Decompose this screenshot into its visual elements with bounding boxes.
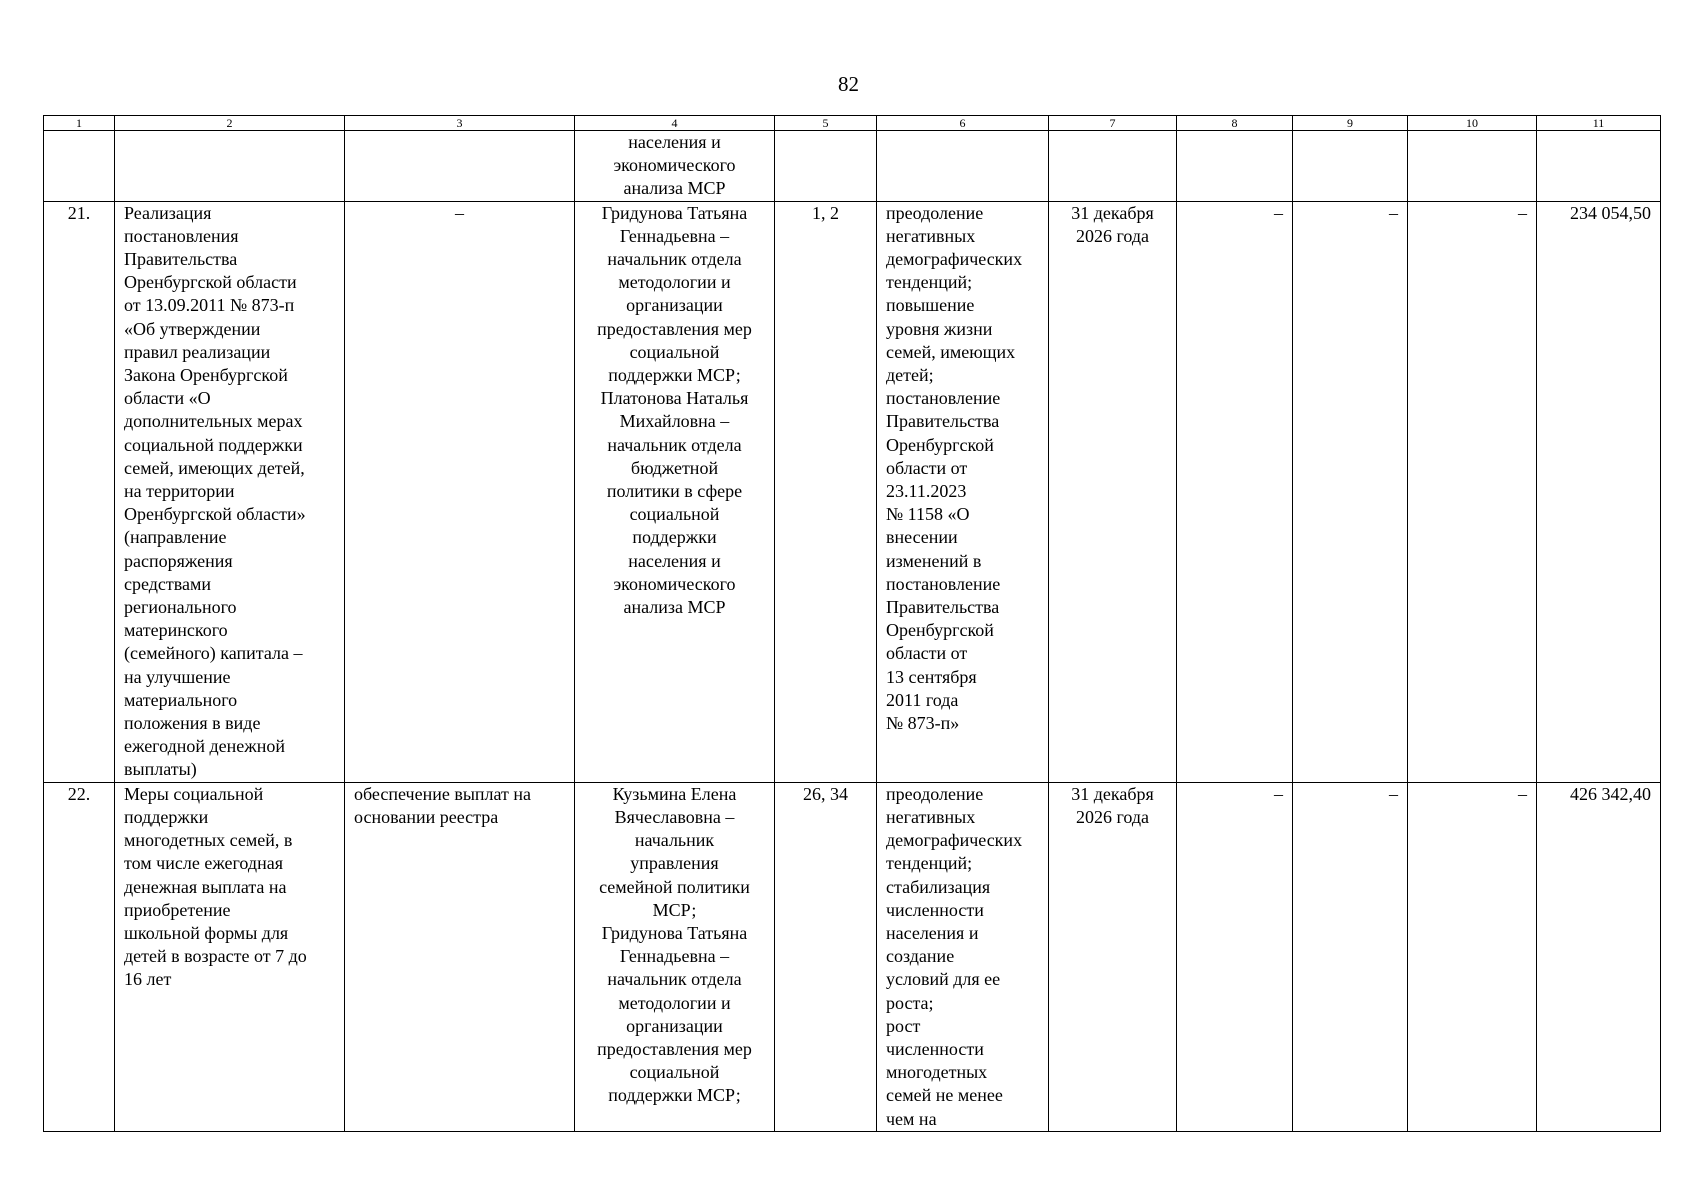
text-line: школьной формы для (124, 922, 289, 943)
text-line: средствами (124, 573, 212, 594)
text-line: положения в виде (124, 713, 261, 734)
text-line: (семейного) капитала – (124, 643, 303, 664)
text-line: Меры социальной (124, 783, 264, 804)
col5-cell (775, 782, 877, 1131)
result-cell (877, 782, 1049, 1131)
column-number: 11 (1537, 116, 1661, 131)
col5-cell (775, 131, 877, 202)
text-line: преодоление (886, 783, 984, 804)
text-line: рост (886, 1015, 921, 1036)
text-line: многодетных семей, в (124, 830, 293, 851)
text-line: постановления (124, 225, 239, 246)
col8-value: – (1177, 201, 1293, 782)
text-line: начальник отдела (607, 434, 742, 455)
text-line: поддержки (124, 806, 209, 827)
measures-table (43, 115, 1661, 1132)
text-line: условий для ее (886, 969, 1001, 990)
text-line: демографических (886, 830, 1023, 851)
text-line: изменений в (886, 550, 982, 571)
text-line: организации (626, 1015, 723, 1036)
text-line: денежная выплата на (124, 876, 287, 897)
text-line: дополнительных мерах (124, 411, 303, 432)
text-line: Оренбургской (886, 620, 994, 641)
text-line: многодетных (886, 1062, 988, 1083)
text-line: поддержки (632, 527, 717, 548)
text-line: 2011 года (886, 689, 959, 710)
text-line: уровня жизни (886, 318, 993, 339)
text-line: бюджетной (630, 457, 719, 478)
row-number: 21. (44, 201, 115, 782)
text-line: экономического (613, 573, 736, 594)
text-line: Гридунова Татьяна (601, 922, 748, 943)
col10-value: – (1408, 782, 1537, 1131)
text-line: детей; (886, 365, 934, 386)
text-line: – (455, 202, 464, 223)
table-row (44, 201, 1661, 782)
text-line: распоряжения (124, 550, 233, 571)
text-line: стабилизация (886, 876, 991, 897)
text-line: Правительства (124, 249, 238, 270)
text-line: области от (886, 457, 968, 478)
row-number: 22. (44, 782, 115, 1131)
deadline-cell (1049, 131, 1177, 202)
table-row (44, 782, 1661, 1131)
text-line: социальной (629, 341, 720, 362)
responsible-cell (575, 782, 775, 1131)
col8-value: – (1177, 782, 1293, 1131)
text-line: негативных (886, 806, 976, 827)
text-line: Реализация (124, 202, 212, 223)
text-line: внесении (886, 527, 958, 548)
col9-value: – (1293, 782, 1408, 1131)
text-line: приобретение (124, 899, 231, 920)
measure-name-cell (115, 782, 345, 1131)
col10-cell (1408, 131, 1537, 202)
column-number: 1 (44, 116, 115, 131)
text-line: Оренбургской области (124, 272, 297, 293)
text-line: политики в сфере (606, 481, 743, 502)
text-line: населения и (886, 922, 979, 943)
column-number: 5 (775, 116, 877, 131)
text-line: создание (886, 946, 955, 967)
text-line: социальной (629, 1062, 720, 1083)
text-line: от 13.09.2011 № 873-п (124, 295, 295, 316)
text-line: 16 лет (124, 969, 172, 990)
amount-cell (1537, 131, 1661, 202)
column-number: 2 (115, 116, 345, 131)
text-line: 2026 года (1075, 806, 1150, 827)
text-line: социальной поддержки (124, 434, 303, 455)
measure-name-cell (115, 201, 345, 782)
text-line: населения и (628, 132, 721, 152)
text-line: преодоление (886, 202, 984, 223)
column-number: 4 (575, 116, 775, 131)
text-line: Правительства (886, 411, 1000, 432)
text-line: анализа МСР (623, 597, 726, 618)
text-line: области от (886, 643, 968, 664)
text-line: том числе ежегодная (124, 853, 283, 874)
col3-cell (345, 201, 575, 782)
col3-cell (345, 782, 575, 1131)
text-line: повышение (886, 295, 975, 316)
text-line: материального (124, 689, 238, 710)
text-line: на территории (124, 481, 235, 502)
text-line: методологии и (618, 992, 731, 1013)
deadline-cell (1049, 782, 1177, 1131)
text-line: выплаты) (124, 759, 197, 780)
text-line: предоставления мер (597, 1038, 752, 1059)
text-line: начальник (634, 830, 715, 851)
text-line: области «О (124, 388, 211, 409)
text-line: Оренбургской области» (124, 504, 306, 525)
text-line: Кузьмина Елена (612, 783, 737, 804)
column-number: 6 (877, 116, 1049, 131)
text-line: ежегодной денежной (124, 736, 285, 757)
amount-value: 426 342,40 (1537, 782, 1661, 1131)
text-line: Оренбургской (886, 434, 994, 455)
text-line: методологии и (618, 272, 731, 293)
continuation-row (44, 131, 1661, 202)
text-line: экономического (613, 155, 736, 176)
text-line: 13 сентября (886, 666, 977, 687)
text-line: Геннадьевна – (619, 225, 730, 246)
deadline-cell (1049, 201, 1177, 782)
text-line: тенденций; (886, 853, 973, 874)
amount-value: 234 054,50 (1537, 201, 1661, 782)
text-line: чем на (886, 1108, 937, 1129)
text-line: 23.11.2023 (886, 481, 967, 502)
measure-name-cell (115, 131, 345, 202)
text-line: (направление (124, 527, 227, 548)
row-number-cell (44, 131, 115, 202)
column-number: 10 (1408, 116, 1537, 131)
text-line: Закона Оренбургской (124, 365, 288, 386)
text-line: начальник отдела (607, 249, 742, 270)
text-line: семей, имеющих детей, (124, 457, 305, 478)
text-line: начальник отдела (607, 969, 742, 990)
text-line: роста; (886, 992, 934, 1013)
col3-cell (345, 131, 575, 202)
text-line: негативных (886, 225, 976, 246)
text-line: семей не менее (886, 1085, 1003, 1106)
text-line: № 873-п» (886, 713, 960, 734)
text-line: 26, 34 (803, 783, 848, 804)
text-line: семей, имеющих (886, 341, 1016, 362)
text-line: управления (630, 853, 719, 874)
text-line: Правительства (886, 597, 1000, 618)
text-line: постановление (886, 573, 1001, 594)
column-number-row (44, 116, 1661, 131)
text-line: 2026 года (1075, 225, 1150, 246)
text-line: «Об утверждении (124, 318, 261, 339)
text-line: материнского (124, 620, 228, 641)
text-line: Вячеславовна – (614, 806, 735, 827)
col5-cell (775, 201, 877, 782)
col8-cell (1177, 131, 1293, 202)
text-line: на улучшение (124, 666, 231, 687)
responsible-cell (575, 201, 775, 782)
text-line: анализа МСР (623, 178, 726, 199)
text-line: тенденций; (886, 272, 973, 293)
text-line: регионального (124, 597, 237, 618)
text-line: № 1158 «О (886, 504, 970, 525)
text-line: численности (886, 1038, 984, 1059)
col9-cell (1293, 131, 1408, 202)
col9-value: – (1293, 201, 1408, 782)
text-line: социальной (629, 504, 720, 525)
text-line: МСР; (652, 899, 697, 920)
col10-value: – (1408, 201, 1537, 782)
text-line: Михайловна – (619, 411, 730, 432)
text-line: поддержки МСР; (608, 1085, 741, 1106)
text-line: основании реестра (354, 806, 499, 827)
text-line: населения и (628, 550, 721, 571)
text-line: 1, 2 (812, 202, 839, 223)
text-line: Гридунова Татьяна (601, 202, 748, 223)
text-line: Геннадьевна – (619, 946, 730, 967)
page-number: 82 (838, 72, 859, 96)
result-cell (877, 201, 1049, 782)
text-line: 31 декабря (1071, 783, 1154, 804)
result-cell (877, 131, 1049, 202)
text-line: предоставления мер (597, 318, 752, 339)
text-line: численности (886, 899, 984, 920)
column-number: 7 (1049, 116, 1177, 131)
text-line: организации (626, 295, 723, 316)
text-line: Платонова Наталья (600, 388, 749, 409)
text-line: семейной политики (599, 876, 750, 897)
text-line: демографических (886, 249, 1023, 270)
text-line: детей в возрасте от 7 до (124, 946, 307, 967)
text-line: 31 декабря (1071, 202, 1154, 223)
text-line: поддержки МСР; (608, 365, 741, 386)
column-number: 3 (345, 116, 575, 131)
text-line: обеспечение выплат на (354, 783, 532, 804)
column-number: 8 (1177, 116, 1293, 131)
column-number: 9 (1293, 116, 1408, 131)
text-line: постановление (886, 388, 1001, 409)
text-line: правил реализации (124, 341, 271, 362)
responsible-cell (575, 131, 775, 202)
